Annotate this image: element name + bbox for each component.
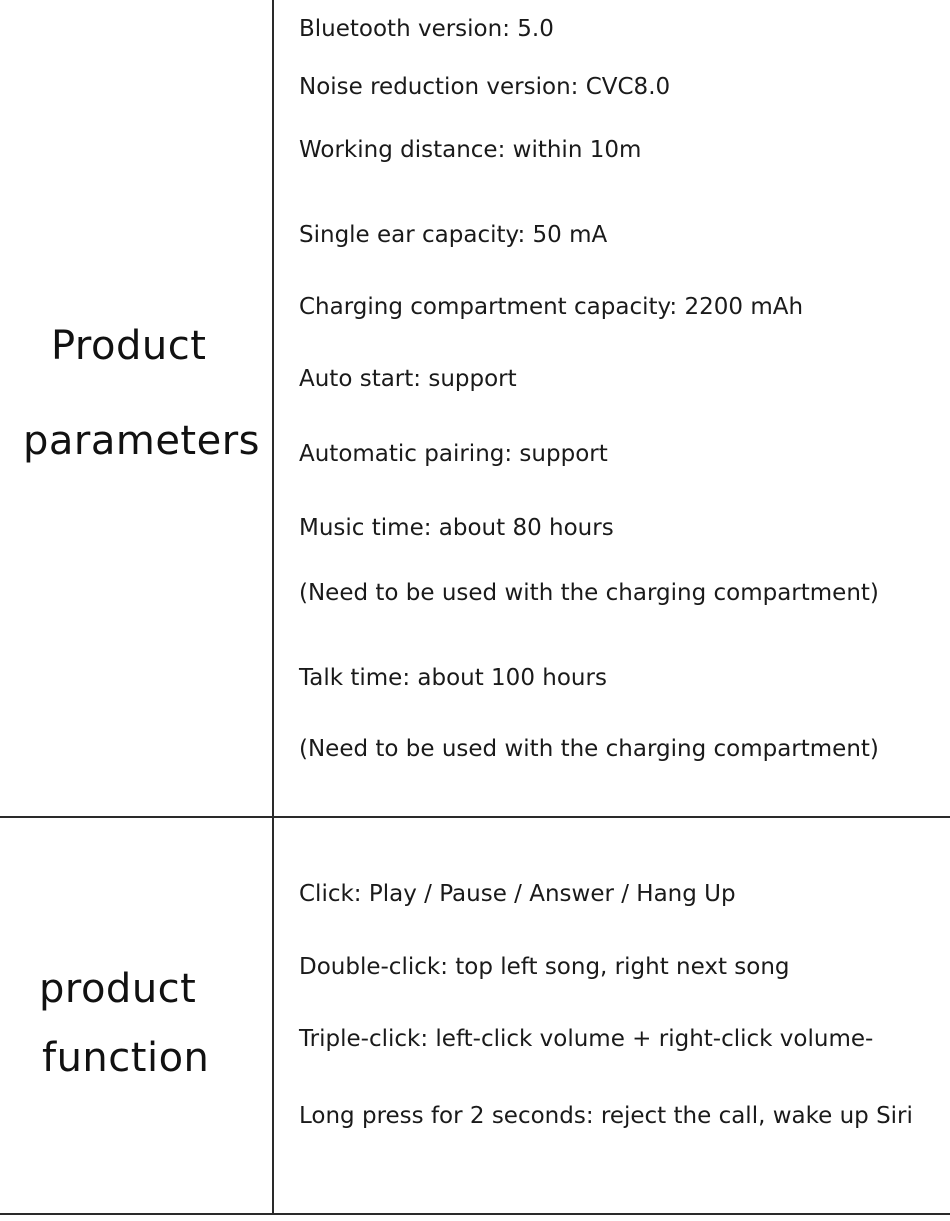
param-music-time-note: (Need to be used with the charging compartment) <box>299 580 879 606</box>
param-working-distance: Working distance: within 10m <box>299 137 642 163</box>
function-long-press: Long press for 2 seconds: reject the call, wake up Siri <box>299 1103 913 1129</box>
function-label-line2: function <box>42 1035 210 1081</box>
parameters-label-line1: Product <box>51 323 207 369</box>
param-talk-time: Talk time: about 100 hours <box>299 665 607 691</box>
function-label-line1: product <box>39 966 197 1012</box>
param-noise-reduction: Noise reduction version: CVC8.0 <box>299 74 671 100</box>
param-bluetooth-version: Bluetooth version: 5.0 <box>299 16 554 42</box>
param-single-ear-capacity: Single ear capacity: 50 mA <box>299 222 608 248</box>
function-click: Click: Play / Pause / Answer / Hang Up <box>299 881 736 907</box>
function-triple-click: Triple-click: left-click volume + right-click volume- <box>299 1026 874 1052</box>
section-divider <box>0 816 950 818</box>
param-charging-capacity: Charging compartment capacity: 2200 mAh <box>299 294 804 320</box>
param-music-time: Music time: about 80 hours <box>299 515 614 541</box>
bottom-border <box>0 1213 950 1215</box>
param-talk-time-note: (Need to be used with the charging compartment) <box>299 736 879 762</box>
parameters-label-line2: parameters <box>23 418 261 464</box>
column-divider <box>272 0 274 1214</box>
function-double-click: Double-click: top left song, right next song <box>299 954 790 980</box>
param-auto-start: Auto start: support <box>299 366 517 392</box>
param-automatic-pairing: Automatic pairing: support <box>299 441 608 467</box>
